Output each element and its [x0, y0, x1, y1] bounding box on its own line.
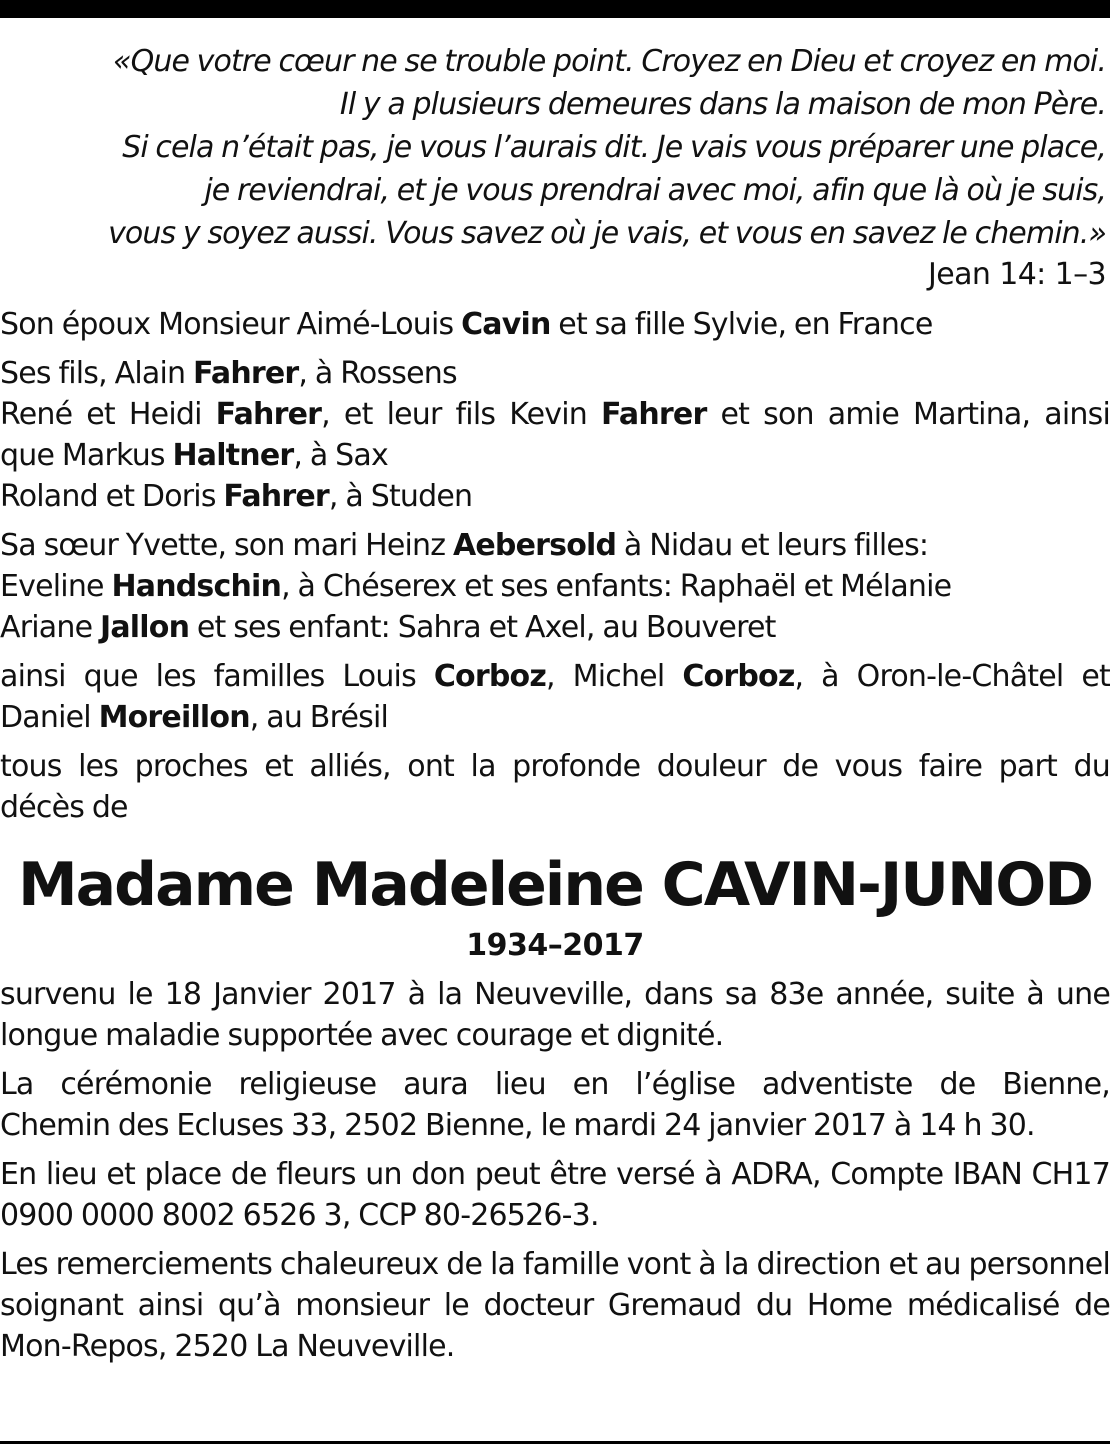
family-relatives-paragraph [0, 656, 1110, 738]
text-line [0, 525, 1110, 566]
text-line: survenu le 18 Janvier 2017 à la Neuveville, dans sa 83e année, suite à une [0, 977, 1110, 1012]
family-sons-paragraph [0, 353, 1110, 517]
text-line: soignant ainsi qu’à monsieur le docteur Gremaud du Home médicalisé de [0, 1288, 1110, 1323]
top-border-rule [0, 0, 1110, 18]
bible-quote [0, 40, 1110, 255]
text-span: Daniel [0, 700, 99, 735]
text-line: Mon-Repos, 2520 La Neuveville. [0, 1329, 455, 1364]
text-line: Les remerciements chaleureux de la famille vont à la direction et au personnel [0, 1247, 1110, 1282]
surname: Fahrer [601, 397, 707, 432]
text-line [0, 353, 1110, 394]
text-line: tous les proches et alliés, ont la profonde douleur de vous faire part du [0, 749, 1110, 784]
text-span: , à Rossens [298, 356, 457, 391]
text-span: , à Chéserex et ses enfants: Raphaël et Mélanie [281, 569, 952, 604]
surname: Aebersold [452, 528, 617, 563]
text-line [0, 656, 1110, 697]
text-span: Ariane [0, 610, 100, 645]
text-span: Son époux Monsieur Aimé-Louis [0, 307, 462, 342]
announcement-paragraph [0, 746, 1110, 828]
bottom-border-rule [0, 1441, 1110, 1444]
text-line: En lieu et place de fleurs un don peut être versé à ADRA, Compte IBAN CH17 [0, 1157, 1110, 1192]
quote-line: Il y a plusieurs demeures dans la maison de mon Père. [339, 87, 1106, 122]
text-line: décès de [0, 790, 128, 825]
text-span: , à Sax [293, 438, 388, 473]
thanks-paragraph [0, 1244, 1110, 1367]
quote-line: je reviendrai, et je vous prendrai avec moi, afin que là où je suis, [204, 173, 1106, 208]
text-line: longue maladie supportée avec courage et dignité. [0, 1018, 724, 1053]
text-span: Eveline [0, 569, 112, 604]
text-span: , à Oron-le-Châtel et [794, 659, 1110, 694]
text-span: et sa fille Sylvie, en France [550, 307, 933, 342]
text-line [0, 476, 1110, 517]
text-span: ainsi que les familles Louis [0, 659, 434, 694]
text-line: 0900 0000 8002 6526 3, CCP 80-26526-3. [0, 1198, 599, 1233]
text-line [0, 304, 1110, 345]
deceased-years: 1934–2017 [466, 928, 644, 963]
text-line: Chemin des Ecluses 33, 2502 Bienne, le mardi 24 janvier 2017 à 14 h 30. [0, 1108, 1035, 1143]
text-line [0, 697, 1110, 738]
text-span: , à Studen [328, 479, 473, 514]
text-span: , Michel [546, 659, 683, 694]
surname: Fahrer [215, 397, 322, 432]
deceased-name: Madame Madeleine CAVIN-JUNOD [17, 850, 1093, 920]
quote-line: vous y soyez aussi. Vous savez où je vais, et vous en savez le chemin.» [108, 216, 1106, 251]
family-sister-paragraph [0, 525, 1110, 648]
donation-paragraph [0, 1154, 1110, 1236]
surname: Fahrer [223, 479, 329, 514]
text-span: , au Brésil [249, 700, 389, 735]
surname: Haltner [172, 438, 294, 473]
surname: Cavin [461, 307, 551, 342]
surname: Corboz [433, 659, 546, 694]
surname: Handschin [111, 569, 282, 604]
text-span: Roland et Doris [0, 479, 224, 514]
surname: Moreillon [98, 700, 250, 735]
quote-line: Si cela n’était pas, je vous l’aurais dit. Je vais vous préparer une place, [122, 130, 1106, 165]
text-span: , et leur fils Kevin [321, 397, 601, 432]
family-spouse-paragraph [0, 304, 1110, 345]
surname: Corboz [682, 659, 795, 694]
text-span: à Nidau et leurs filles: [616, 528, 929, 563]
quote-reference: Jean 14: 1–3 [927, 257, 1106, 292]
obituary-notice [0, 40, 1110, 1367]
quote-line: «Que votre cœur ne se trouble point. Croyez en Dieu et croyez en moi. [113, 44, 1106, 79]
text-span: et son amie Martina, ainsi [706, 397, 1110, 432]
text-line [0, 435, 1110, 476]
ceremony-paragraph [0, 1064, 1110, 1146]
text-line [0, 566, 1110, 607]
text-span: René et Heidi [0, 397, 216, 432]
text-line [0, 607, 1110, 648]
text-line: La cérémonie religieuse aura lieu en l’église adventiste de Bienne, [0, 1067, 1110, 1102]
text-span: Sa sœur Yvette, son mari Heinz [0, 528, 453, 563]
text-span: que Markus [0, 438, 173, 473]
surname: Jallon [99, 610, 190, 645]
text-span: et ses enfant: Sahra et Axel, au Bouveret [189, 610, 776, 645]
surname: Fahrer [192, 356, 299, 391]
death-details-paragraph [0, 974, 1110, 1056]
text-line [0, 394, 1110, 435]
text-span: Ses fils, Alain [0, 356, 193, 391]
